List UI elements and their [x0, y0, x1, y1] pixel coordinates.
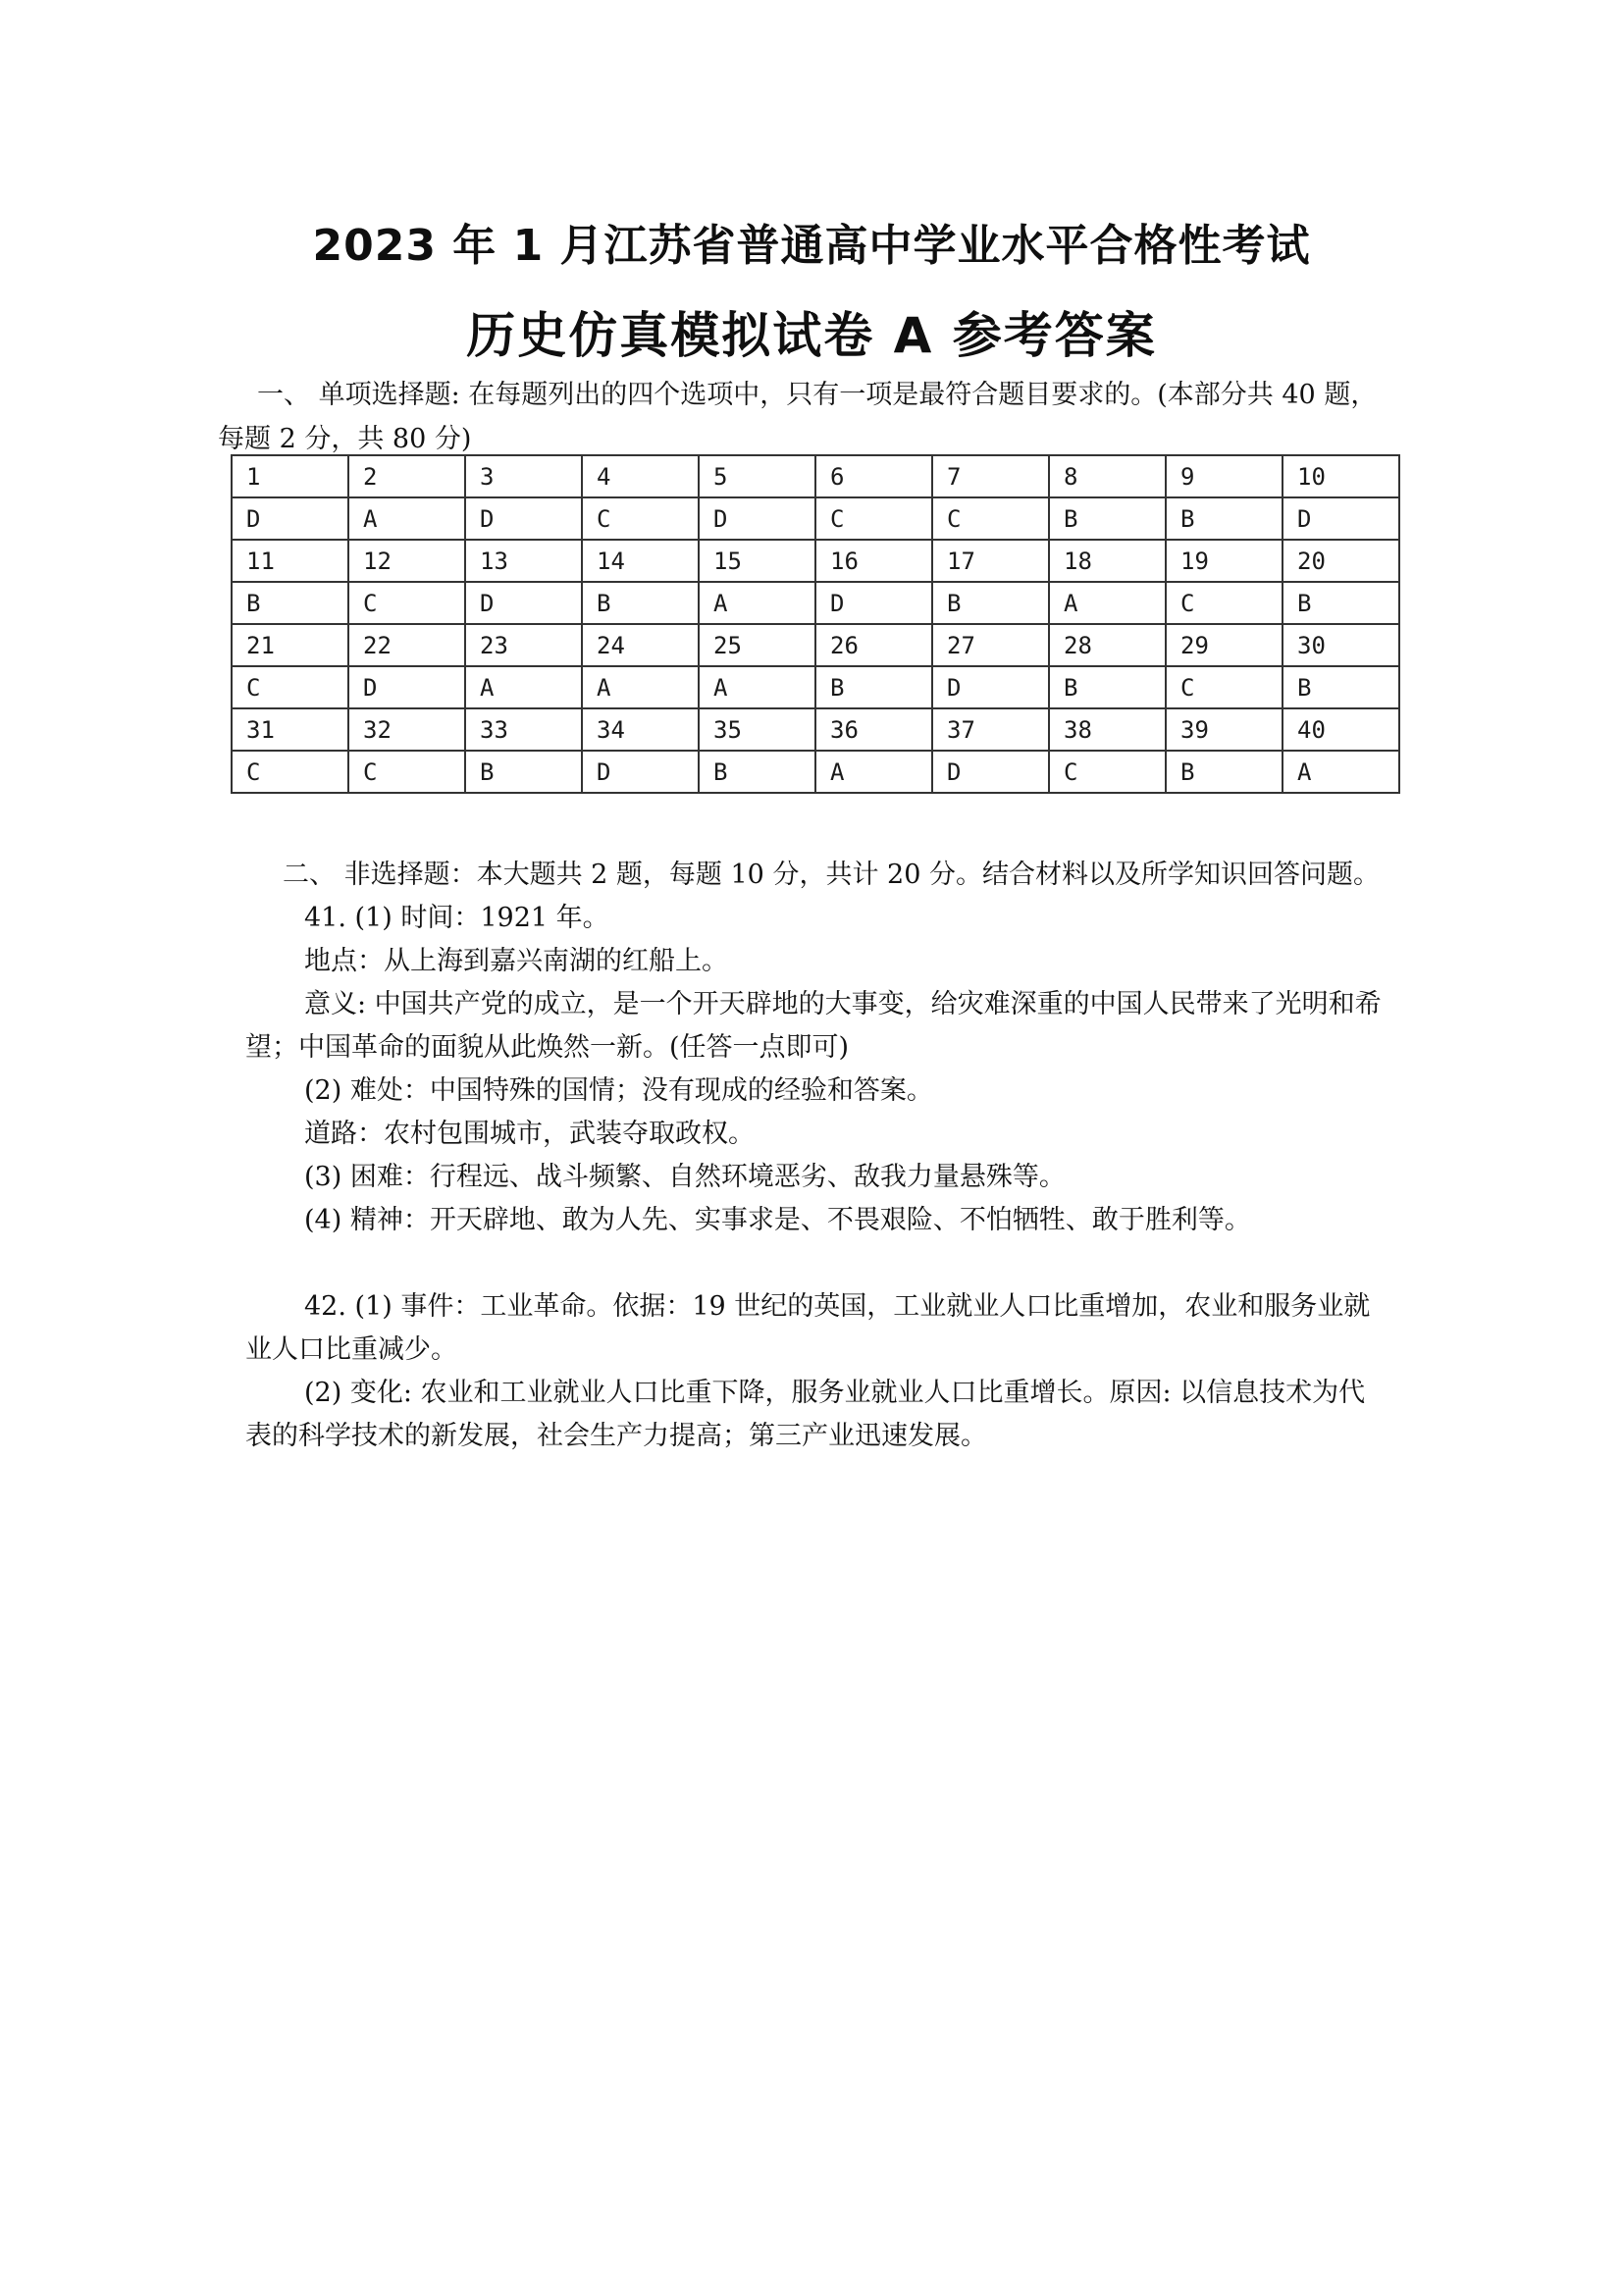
- answer-cell: B: [1049, 666, 1166, 708]
- section1-instructions: 一、 单项选择题: 在每题列出的四个选项中，只有一项是最符合题目要求的。(本部分共 40 题，每题 2 分，共 80 分): [218, 380, 1378, 454]
- question-number-row: [232, 455, 1399, 497]
- question-number-cell: 23: [465, 624, 582, 666]
- question-number-cell: 25: [699, 624, 815, 666]
- answer-cell: D: [815, 582, 932, 624]
- exam-subtitle: 历史仿真模拟试卷 A 参考答案: [466, 307, 1157, 364]
- question-number-cell: 40: [1283, 708, 1399, 751]
- answer-cell: B: [1283, 582, 1399, 624]
- question-number-row: [232, 624, 1399, 666]
- question-number-cell: 33: [465, 708, 582, 751]
- question-number-cell: 29: [1166, 624, 1283, 666]
- answer-cell: C: [232, 751, 348, 793]
- question-number-cell: 18: [1049, 540, 1166, 582]
- spacer: [245, 1242, 1391, 1285]
- question-number-cell: 21: [232, 624, 348, 666]
- answer-row: [232, 582, 1399, 624]
- answer-cell: B: [699, 751, 815, 793]
- answer-cell: A: [699, 666, 815, 708]
- q42-part1: 42. (1) 事件：工业革命。依据：19 世纪的英国，工业就业人口比重增加，农业和服务业就业人口比重减少。: [245, 1291, 1371, 1365]
- question-number-cell: 19: [1166, 540, 1283, 582]
- multiple-choice-answer-table: [231, 454, 1400, 794]
- answer-cell: A: [815, 751, 932, 793]
- question-number-cell: 4: [582, 455, 699, 497]
- question-number-cell: 27: [932, 624, 1049, 666]
- question-number-cell: 22: [348, 624, 465, 666]
- question-number-cell: 5: [699, 455, 815, 497]
- question-number-cell: 37: [932, 708, 1049, 751]
- answer-cell: B: [1283, 666, 1399, 708]
- question-number-cell: 2: [348, 455, 465, 497]
- section2-instructions: 二、 非选择题：本大题共 2 题，每题 10 分，共计 20 分。结合材料以及所学知识回答问题。: [283, 860, 1380, 890]
- q42-part2: (2) 变化: 农业和工业就业人口比重下降，服务业就业人口比重增长。原因: 以信息技术为代表的科学技术的新发展，社会生产力提高；第三产业迅速发展。: [245, 1378, 1366, 1451]
- question-number-cell: 38: [1049, 708, 1166, 751]
- answer-row: [232, 497, 1399, 540]
- question-number-cell: 14: [582, 540, 699, 582]
- question-number-cell: 31: [232, 708, 348, 751]
- answer-cell: C: [815, 497, 932, 540]
- answer-cell: C: [1049, 751, 1166, 793]
- q41-part2-road: 道路：农村包围城市，武装夺取政权。: [304, 1119, 755, 1149]
- section2-answers: [245, 854, 1391, 1458]
- question-number-cell: 7: [932, 455, 1049, 497]
- question-number-cell: 32: [348, 708, 465, 751]
- question-number-cell: 6: [815, 455, 932, 497]
- answer-cell: D: [348, 666, 465, 708]
- answer-cell: A: [1049, 582, 1166, 624]
- question-number-cell: 34: [582, 708, 699, 751]
- answer-cell: B: [1049, 497, 1166, 540]
- question-number-cell: 3: [465, 455, 582, 497]
- answer-cell: D: [232, 497, 348, 540]
- question-number-cell: 1: [232, 455, 348, 497]
- question-number-cell: 16: [815, 540, 932, 582]
- question-number-cell: 28: [1049, 624, 1166, 666]
- answer-cell: D: [1283, 497, 1399, 540]
- question-number-cell: 8: [1049, 455, 1166, 497]
- q41-part2-difficulty: (2) 难处：中国特殊的国情；没有现成的经验和答案。: [304, 1075, 933, 1106]
- answer-cell: B: [1166, 751, 1283, 793]
- answer-cell: B: [815, 666, 932, 708]
- answer-cell: D: [582, 751, 699, 793]
- answer-cell: A: [1283, 751, 1399, 793]
- answer-cell: D: [932, 666, 1049, 708]
- question-number-cell: 15: [699, 540, 815, 582]
- answer-cell: A: [582, 666, 699, 708]
- answer-cell: B: [582, 582, 699, 624]
- q41-part1-significance: 意义: 中国共产党的成立，是一个开天辟地的大事变，给灾难深重的中国人民带来了光明和希望；中国革命的面貌从此焕然一新。(任答一点即可): [245, 989, 1382, 1063]
- answer-cell: C: [582, 497, 699, 540]
- question-number-cell: 20: [1283, 540, 1399, 582]
- question-number-cell: 26: [815, 624, 932, 666]
- answer-table-body: [232, 455, 1399, 793]
- question-number-cell: 17: [932, 540, 1049, 582]
- question-number-cell: 36: [815, 708, 932, 751]
- question-number-cell: 30: [1283, 624, 1399, 666]
- q41-part1-time: 41. (1) 时间：1921 年。: [304, 903, 609, 933]
- answer-cell: A: [699, 582, 815, 624]
- answer-row: [232, 751, 1399, 793]
- answer-cell: B: [232, 582, 348, 624]
- answer-cell: C: [232, 666, 348, 708]
- answer-cell: C: [348, 582, 465, 624]
- question-number-cell: 35: [699, 708, 815, 751]
- question-number-cell: 13: [465, 540, 582, 582]
- question-number-cell: 12: [348, 540, 465, 582]
- answer-row: [232, 666, 1399, 708]
- answer-cell: D: [932, 751, 1049, 793]
- question-number-cell: 10: [1283, 455, 1399, 497]
- answer-cell: C: [1166, 666, 1283, 708]
- answer-cell: B: [1166, 497, 1283, 540]
- exam-title: 2023 年 1 月江苏省普通高中学业水平合格性考试: [312, 221, 1311, 271]
- answer-cell: A: [465, 666, 582, 708]
- question-number-cell: 11: [232, 540, 348, 582]
- answer-cell: C: [348, 751, 465, 793]
- answer-cell: B: [932, 582, 1049, 624]
- answer-cell: C: [1166, 582, 1283, 624]
- question-number-cell: 39: [1166, 708, 1283, 751]
- question-number-row: [232, 708, 1399, 751]
- q41-part3-hardships: (3) 困难：行程远、战斗频繁、自然环境恶劣、敌我力量悬殊等。: [304, 1162, 1066, 1192]
- answer-cell: C: [932, 497, 1049, 540]
- question-number-cell: 9: [1166, 455, 1283, 497]
- q41-part1-place: 地点：从上海到嘉兴南湖的红船上。: [304, 946, 728, 976]
- answer-cell: D: [699, 497, 815, 540]
- question-number-row: [232, 540, 1399, 582]
- answer-cell: D: [465, 582, 582, 624]
- answer-cell: B: [465, 751, 582, 793]
- question-number-cell: 24: [582, 624, 699, 666]
- q41-part4-spirit: (4) 精神：开天辟地、敢为人先、实事求是、不畏艰险、不怕牺牲、敢于胜利等。: [304, 1205, 1251, 1235]
- answer-cell: D: [465, 497, 582, 540]
- answer-cell: A: [348, 497, 465, 540]
